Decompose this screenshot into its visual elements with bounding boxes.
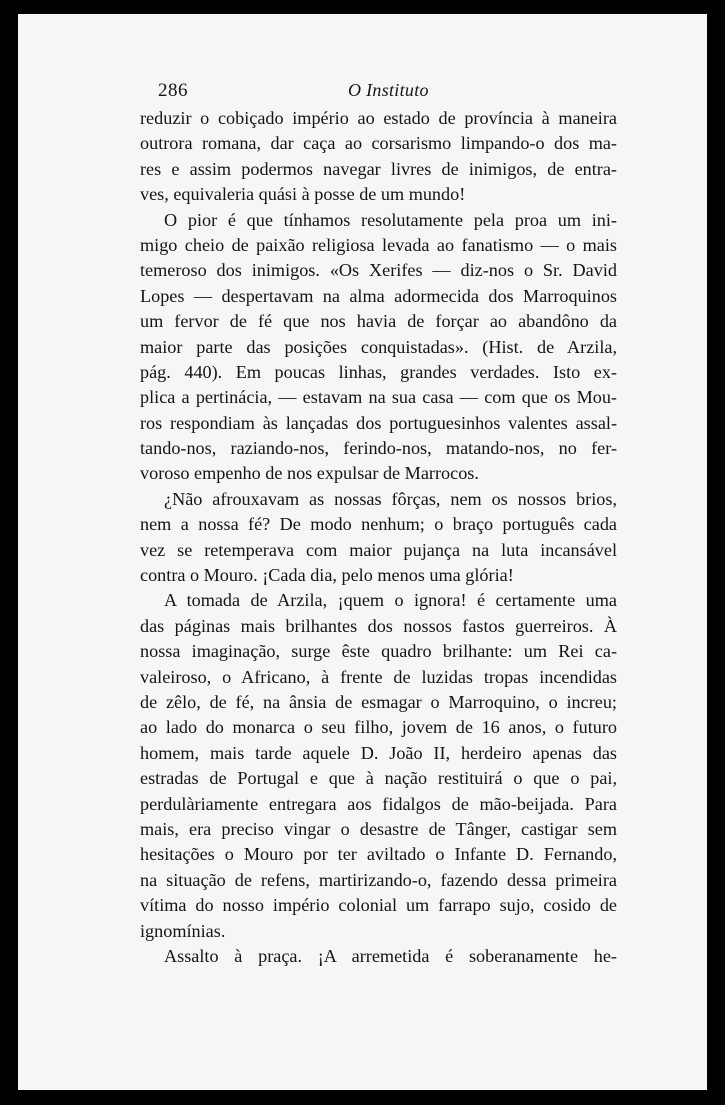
text-line: res e assim podermos navegar livres de inimigos, de entra- (140, 158, 617, 179)
text-line: de zêlo, de fé, na ânsia de esmagar o Marroquino, o increu; (140, 691, 617, 712)
text-line: ¿Não afrouxavam as nossas fôrças, nem os nossos brios, (164, 488, 617, 509)
body-text (140, 106, 617, 969)
text-line: mais, era preciso vingar o desastre de Tânger, castigar sem (140, 818, 617, 839)
text-line: voroso empenho de nos expulsar de Marrocos. (140, 463, 479, 484)
text-line: Assalto à praça. ¡A arremetida é soberanamente he- (164, 945, 617, 966)
text-line: ves, equivaleria quási à posse de um mundo! (140, 184, 466, 205)
text-line: vez se retemperava com maior pujança na luta incansável (140, 539, 617, 560)
text-line: A tomada de Arzila, ¡quem o ignora! é certamente uma (164, 590, 617, 611)
text-line: na situação de refens, martirizando-o, fazendo dessa primeira (140, 869, 617, 890)
text-line: homem, mais tarde aquele D. João II, herdeiro apenas das (140, 742, 617, 763)
page-number: 286 (158, 80, 188, 101)
running-title: O Instituto (348, 80, 429, 100)
text-line: O pior é que tínhamos resolutamente pela proa um ini- (164, 209, 617, 230)
text-line: um fervor de fé que nos havia de forçar ao abandôno da (140, 311, 617, 332)
text-line: perdulàriamente entregara aos fidalgos de mão-beijada. Para (140, 793, 617, 814)
page-header (158, 76, 638, 106)
text-line: ros respondiam às lançadas dos portuguesinhos valentes assal- (140, 412, 617, 433)
text-line: pág. 440). Em poucas linhas, grandes verdades. Isto ex- (140, 361, 617, 382)
text-line: outrora romana, dar caça ao corsarismo limpando-o dos ma- (140, 133, 617, 154)
text-line: das páginas mais brilhantes dos nossos fastos guerreiros. À (140, 615, 617, 636)
text-line: vítima do nosso império colonial um farrapo sujo, cosido de (140, 895, 617, 916)
text-line: migo cheio de paixão religiosa levada ao fanatismo — o mais (140, 234, 617, 255)
text-line: nem a nossa fé? De modo nenhum; o braço português cada (140, 514, 617, 535)
text-line: reduzir o cobiçado império ao estado de província à maneira (140, 108, 617, 128)
text-line: nossa imaginação, surge êste quadro brilhante: um Rei ca- (140, 641, 617, 662)
text-line: valeiroso, o Africano, à frente de luzidas tropas incendidas (140, 666, 617, 687)
text-line: ignomínias. (140, 920, 226, 941)
text-line: contra o Mouro. ¡Cada dia, pelo menos uma glória! (140, 565, 514, 586)
text-line: hesitações o Mouro por ter aviltado o Infante D. Fernando, (140, 844, 617, 865)
text-line: estradas de Portugal e que à nação restituirá o que o pai, (140, 768, 617, 789)
text-line: temeroso dos inimigos. «Os Xerifes — diz-nos o Sr. David (140, 260, 617, 281)
text-line: plica a pertinácia, — estavam na sua casa — com que os Mou- (140, 387, 617, 408)
text-line: Lopes — despertavam na alma adormecida dos Marroquinos (140, 285, 617, 306)
text-line: ao lado do monarca o seu filho, jovem de 16 anos, o futuro (140, 717, 617, 738)
text-line: maior parte das posições conquistadas». (Hist. de Arzila, (140, 336, 617, 357)
text-line: tando-nos, raziando-nos, ferindo-nos, matando-nos, no fer- (140, 438, 617, 459)
